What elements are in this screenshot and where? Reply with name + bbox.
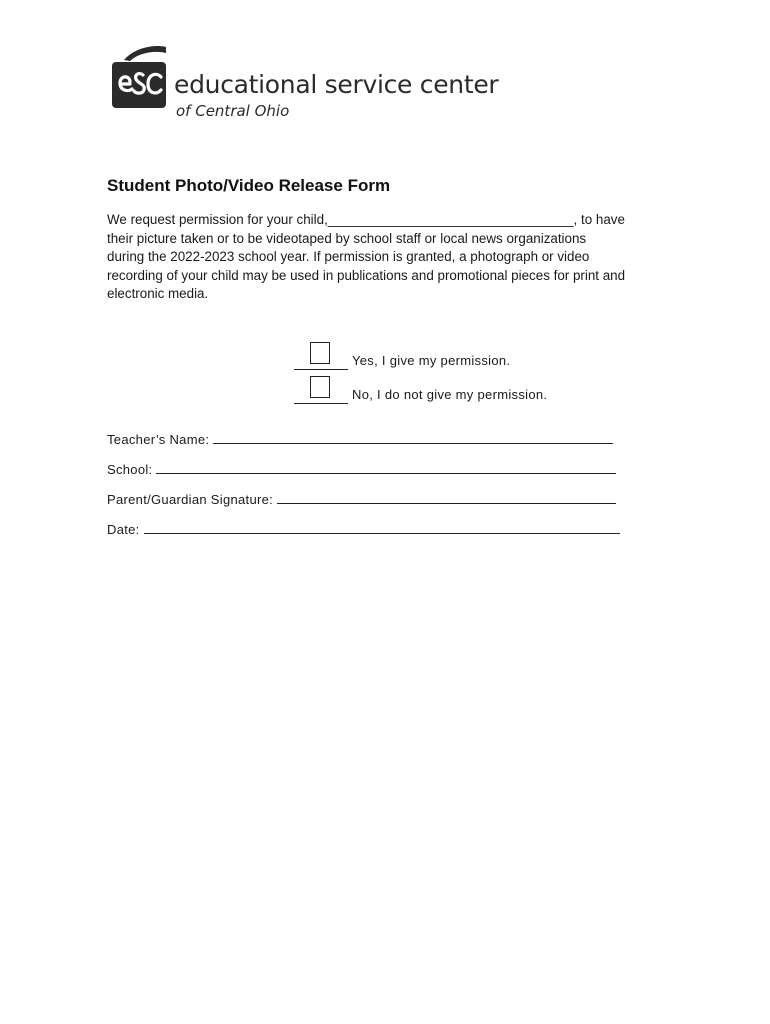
signature-field (107, 489, 616, 507)
date-field (107, 519, 620, 537)
teacher-name-field (107, 429, 613, 447)
teacher-name-label: Teacher’s Name: (107, 432, 210, 447)
esc-logo-icon (110, 44, 168, 110)
intro-line: their picture taken or to be videotaped by school staff or local news organizations (107, 230, 587, 246)
school-field (107, 459, 616, 477)
intro-line: electronic media. (107, 286, 209, 301)
logo-name: educational service center (174, 70, 499, 99)
no-label: No, I do not give my permission. (352, 387, 548, 402)
yes-label: Yes, I give my permission. (352, 353, 511, 368)
intro-line: during the 2022-2023 school year. If permission is granted, a photograph or video (107, 249, 590, 264)
yes-option (294, 342, 594, 370)
intro-line: We request permission for your child,_________________________________, to have (107, 212, 625, 227)
yes-checkbox[interactable] (310, 342, 330, 364)
logo-subtitle: of Central Ohio (176, 102, 290, 120)
date-label: Date: (107, 522, 140, 537)
intro-line: recording of your child may be used in publications and promotional pieces for print and (107, 267, 626, 283)
yes-initials-line[interactable] (294, 369, 348, 370)
signature-label: Parent/Guardian Signature: (107, 492, 274, 507)
no-initials-line[interactable] (294, 403, 348, 404)
no-option (294, 376, 594, 404)
school-label: School: (107, 462, 153, 477)
intro-paragraph (107, 211, 625, 304)
no-checkbox[interactable] (310, 376, 330, 398)
school-line[interactable] (156, 473, 616, 474)
organization-logo (110, 44, 499, 124)
teacher-name-line[interactable] (213, 443, 613, 444)
signature-line[interactable] (277, 503, 616, 504)
date-line[interactable] (144, 533, 620, 534)
form-title: Student Photo/Video Release Form (107, 176, 391, 195)
